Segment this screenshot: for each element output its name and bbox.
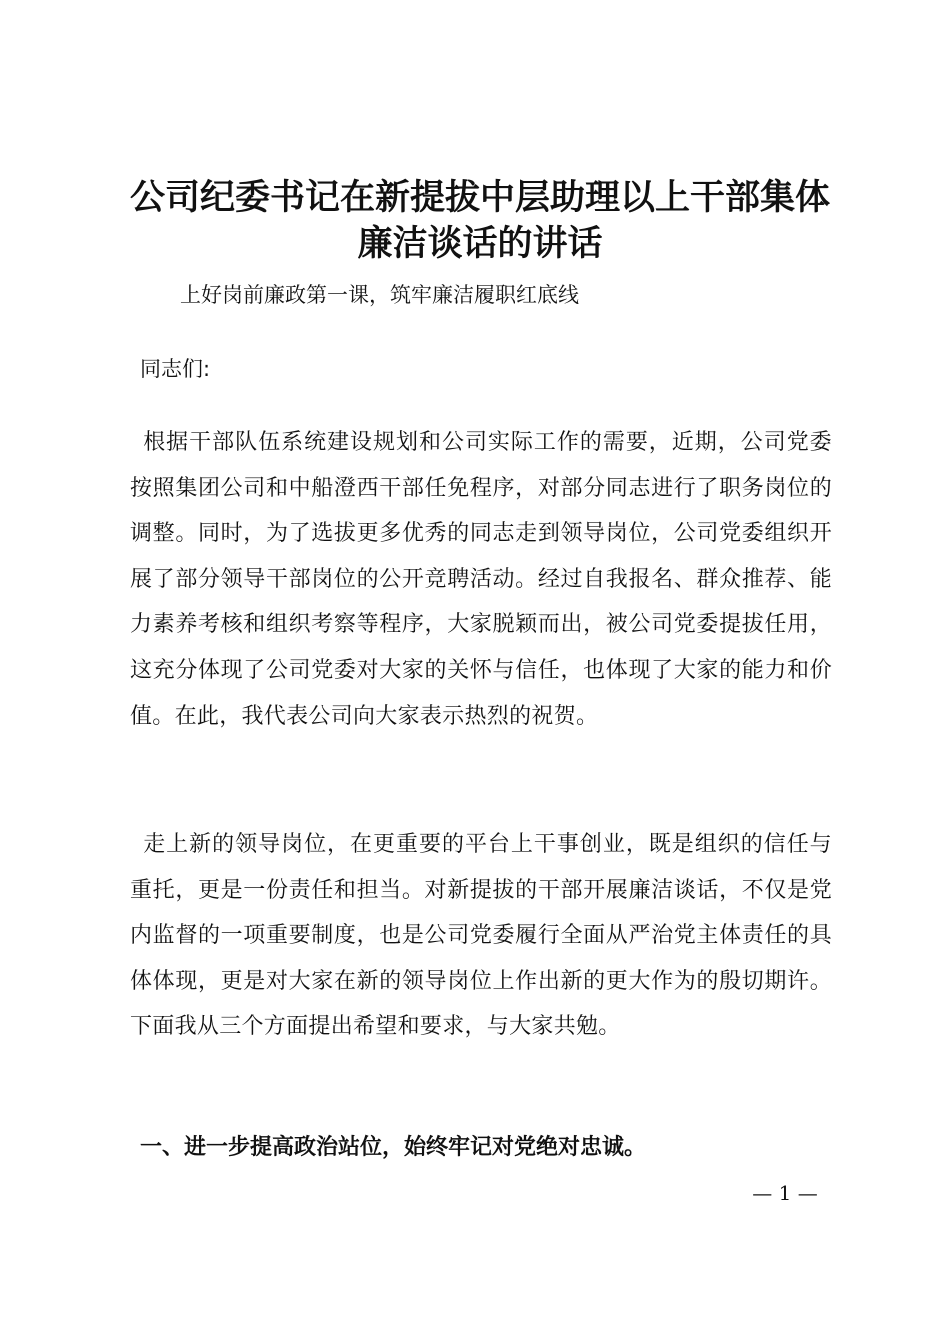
document-title-line-1: 公司纪委书记在新提拔中层助理以上干部集体 (129, 177, 830, 218)
section-heading-1: 一、进一步提高政治站位，始终牢记对党绝对忠诚。 (140, 1135, 647, 1160)
document-subtitle: 上好岗前廉政第一课，筑牢廉洁履职红底线 (180, 283, 579, 307)
salutation: 同志们: (140, 357, 211, 381)
page-number: — 1 — (752, 1181, 818, 1205)
document-title-line-2: 廉洁谈话的讲话 (357, 223, 603, 264)
body-paragraph-1: 根据干部队伍系统建设规划和公司实际工作的需要，近期，公司党委按照集团公司和中船澄西干部任免程序，对部分同志进行了职务岗位的调整。同时，为了选拔更多优秀的同志走到领导岗位，公司党委组织开展了部分领导干部岗位的公开竞聘活动。经过自我报名、群众推荐、能力素养考核和组织考察等程序，大家脱颖而出，被公司党委提拔任用，这充分体现了公司党委对大家的关怀与信任，也体现了大家的能力和价值。在此，我代表公司向大家表示热烈的祝贺。 (130, 430, 832, 729)
body-paragraph-2: 走上新的领导岗位，在更重要的平台上干事创业，既是组织的信任与重托，更是一份责任和担当。对新提拔的干部开展廉洁谈话，不仅是党内监督的一项重要制度，也是公司党委履行全面从严治党主体责任的具体体现，更是对大家在新的领导岗位上作出新的更大作为的殷切期许。下面我从三个方面提出希望和要求，与大家共勉。 (130, 832, 832, 1040)
